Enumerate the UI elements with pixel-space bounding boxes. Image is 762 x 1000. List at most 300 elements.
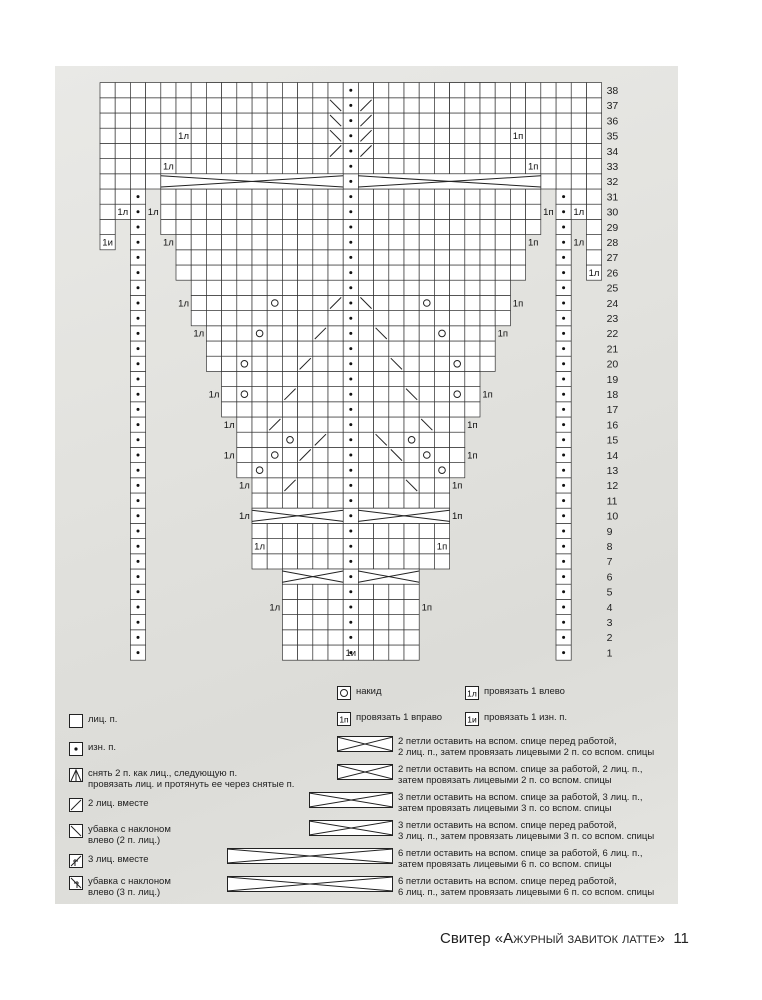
grid-cell <box>374 584 389 599</box>
grid-cell <box>389 113 404 128</box>
grid-cell <box>298 493 313 508</box>
grid-cell <box>404 113 419 128</box>
purl-dot <box>137 256 140 259</box>
grid-cell <box>465 371 480 386</box>
grid-cell <box>389 280 404 295</box>
purl-dot <box>349 210 352 213</box>
row-number: 19 <box>606 373 619 386</box>
grid-cell <box>571 143 586 158</box>
grid-cell <box>450 250 465 265</box>
grid-cell <box>100 143 115 158</box>
grid-cell <box>222 189 237 204</box>
grid-cell <box>237 463 252 478</box>
cell-mark-text: 1л <box>588 267 600 279</box>
row-number: 17 <box>606 404 619 417</box>
grid-cell <box>389 432 404 447</box>
grid-cell <box>267 219 282 234</box>
grid-cell <box>586 235 601 250</box>
grid-cell <box>130 174 145 189</box>
cell-mark-text: 1п <box>543 207 554 219</box>
grid-cell <box>237 128 252 143</box>
grid-cell <box>358 371 373 386</box>
grid-cell <box>267 402 282 417</box>
grid-cell <box>389 189 404 204</box>
grid-cell <box>100 189 115 204</box>
legend-cable-6-front-text: 6 петли оставить на вспом. спице перед работой, 6 лиц. п., затем провязать лицевыми 6 п. со вспом. спицы <box>398 876 655 898</box>
grid-cell <box>434 280 449 295</box>
grid-cell <box>450 295 465 310</box>
grid-cell <box>556 159 571 174</box>
grid-cell <box>358 432 373 447</box>
grid-cell <box>374 645 389 660</box>
grid-cell <box>389 159 404 174</box>
grid-cell <box>374 493 389 508</box>
purl-dot <box>562 378 565 381</box>
grid-cell <box>480 83 495 98</box>
grid-cell <box>222 143 237 158</box>
grid-cell <box>434 432 449 447</box>
grid-cell <box>419 265 434 280</box>
purl-dot <box>349 499 352 502</box>
grid-cell <box>191 189 206 204</box>
purl-dot <box>137 302 140 305</box>
grid-cell <box>450 143 465 158</box>
grid-cell <box>541 174 556 189</box>
grid-cell <box>404 402 419 417</box>
grid-cell <box>313 189 328 204</box>
grid-cell <box>389 478 404 493</box>
grid-cell <box>252 295 267 310</box>
legend-lift-left-text: провязать 1 влево <box>484 686 565 697</box>
grid-cell <box>282 341 297 356</box>
grid-cell <box>434 265 449 280</box>
grid-cell <box>495 98 510 113</box>
grid-cell <box>100 113 115 128</box>
grid-cell <box>434 463 449 478</box>
grid-cell <box>267 478 282 493</box>
grid-cell <box>374 280 389 295</box>
purl-dot <box>349 226 352 229</box>
grid-cell <box>571 189 586 204</box>
grid-cell <box>358 493 373 508</box>
grid-cell <box>328 219 343 234</box>
grid-cell <box>465 280 480 295</box>
purl-dot <box>349 621 352 624</box>
grid-cell <box>419 280 434 295</box>
grid-cell <box>237 113 252 128</box>
grid-cell <box>419 478 434 493</box>
legend-k3tog-text: 3 лиц. вместе <box>88 854 149 865</box>
grid-cell <box>267 83 282 98</box>
grid-cell <box>358 311 373 326</box>
legend-cable-3-front <box>309 820 654 842</box>
grid-cell <box>450 113 465 128</box>
grid-cell <box>404 265 419 280</box>
grid-cell <box>586 219 601 234</box>
grid-cell <box>495 265 510 280</box>
purl-dot <box>562 575 565 578</box>
grid-cell <box>571 98 586 113</box>
purl-dot <box>562 454 565 457</box>
legend-cable-3-front-text: 3 петли оставить на вспом. спице перед работой, 3 лиц. п., затем провязать лицевыми 3 п. со вспом. спицы <box>398 820 655 842</box>
row-number: 14 <box>606 449 619 462</box>
grid-cell <box>100 174 115 189</box>
grid-cell <box>358 83 373 98</box>
grid-cell <box>222 159 237 174</box>
purl-dot <box>562 302 565 305</box>
grid-cell <box>328 463 343 478</box>
grid-cell <box>161 128 176 143</box>
grid-cell <box>374 371 389 386</box>
grid-cell <box>374 98 389 113</box>
grid-cell <box>419 371 434 386</box>
grid-cell <box>480 98 495 113</box>
grid-cell <box>358 599 373 614</box>
grid-cell <box>252 387 267 402</box>
grid-cell <box>404 295 419 310</box>
grid-cell <box>358 554 373 569</box>
sk2p-symbol-icon <box>69 768 83 782</box>
grid-cell <box>404 523 419 538</box>
grid-cell <box>404 447 419 462</box>
grid-cell <box>465 189 480 204</box>
cable-2-back-icon <box>337 764 393 780</box>
grid-cell <box>419 402 434 417</box>
grid-cell <box>161 143 176 158</box>
grid-cell <box>480 250 495 265</box>
purl-dot <box>349 454 352 457</box>
cell-mark-text: 1л <box>238 480 250 492</box>
grid-cell <box>419 341 434 356</box>
grid-cell <box>374 539 389 554</box>
grid-cell <box>252 128 267 143</box>
grid-cell <box>434 143 449 158</box>
grid-cell <box>191 143 206 158</box>
purl-dot <box>349 423 352 426</box>
grid-cell <box>161 204 176 219</box>
grid-cell <box>130 128 145 143</box>
grid-cell <box>434 311 449 326</box>
grid-cell <box>404 341 419 356</box>
grid-cell <box>130 113 145 128</box>
grid-cell <box>237 295 252 310</box>
cell-mark-text: 1п <box>497 328 509 340</box>
grid-cell <box>313 235 328 250</box>
grid-cell <box>328 387 343 402</box>
grid-cell <box>206 204 221 219</box>
grid-cell <box>495 295 510 310</box>
grid-cell <box>328 615 343 630</box>
grid-cell <box>206 311 221 326</box>
grid-cell <box>298 478 313 493</box>
grid-cell <box>282 402 297 417</box>
cable-2-front-icon <box>337 736 393 752</box>
grid-cell <box>313 204 328 219</box>
purl-dot <box>562 347 565 350</box>
grid-cell <box>374 630 389 645</box>
grid-cell <box>434 387 449 402</box>
grid-cell <box>237 204 252 219</box>
grid-cell <box>495 311 510 326</box>
grid-cell <box>434 204 449 219</box>
grid-cell <box>191 204 206 219</box>
grid-cell <box>358 326 373 341</box>
grid-cell <box>282 250 297 265</box>
purl-dot <box>137 210 140 213</box>
page-footer <box>440 930 689 947</box>
cell-mark-text: 1п <box>482 389 493 401</box>
legend-sk2p <box>69 768 294 790</box>
purl-dot <box>349 408 352 411</box>
grid-cell <box>328 523 343 538</box>
grid-cell <box>313 219 328 234</box>
cell-mark-text: 1и <box>345 647 357 659</box>
grid-cell <box>252 402 267 417</box>
grid-cell <box>282 463 297 478</box>
legend-knit-text: лиц. п. <box>88 714 118 725</box>
grid-cell <box>419 204 434 219</box>
grid-cell <box>282 432 297 447</box>
grid-cell <box>252 356 267 371</box>
cell-mark-text: 1п <box>527 161 539 173</box>
grid-cell <box>465 402 480 417</box>
grid-cell <box>206 219 221 234</box>
grid-cell <box>389 539 404 554</box>
purl-dot <box>562 408 565 411</box>
grid-cell <box>237 432 252 447</box>
grid-cell <box>465 295 480 310</box>
grid-cell <box>282 326 297 341</box>
grid-cell <box>222 250 237 265</box>
row-number: 32 <box>606 176 619 189</box>
purl-dot <box>349 150 352 153</box>
grid-cell <box>404 83 419 98</box>
grid-cell <box>313 341 328 356</box>
grid-cell <box>222 83 237 98</box>
grid-cell <box>419 143 434 158</box>
grid-cell <box>404 128 419 143</box>
grid-cell <box>328 554 343 569</box>
grid-cell <box>358 417 373 432</box>
purl-dot <box>562 590 565 593</box>
grid-cell <box>328 235 343 250</box>
grid-cell <box>541 128 556 143</box>
grid-cell <box>358 159 373 174</box>
legend-yo <box>337 686 382 700</box>
grid-cell <box>419 219 434 234</box>
grid-cell <box>237 265 252 280</box>
grid-cell <box>404 554 419 569</box>
row-number: 16 <box>606 419 619 432</box>
grid-cell <box>510 250 525 265</box>
grid-cell <box>450 326 465 341</box>
grid-cell <box>115 128 130 143</box>
purl-dot <box>562 210 565 213</box>
grid-cell <box>510 265 525 280</box>
grid-cell <box>267 341 282 356</box>
grid-cell <box>450 463 465 478</box>
legend-purl-text: изн. п. <box>88 742 116 753</box>
grid-cell <box>586 128 601 143</box>
ssk-symbol-icon <box>69 824 83 838</box>
grid-cell <box>434 189 449 204</box>
grid-cell <box>313 539 328 554</box>
grid-cell <box>556 174 571 189</box>
grid-cell <box>100 204 115 219</box>
grid-cell <box>313 493 328 508</box>
grid-cell <box>176 143 191 158</box>
grid-cell <box>237 417 252 432</box>
grid-cell <box>267 539 282 554</box>
grid-cell <box>282 113 297 128</box>
grid-cell <box>313 371 328 386</box>
purl-dot <box>137 469 140 472</box>
grid-cell <box>389 219 404 234</box>
grid-cell <box>541 143 556 158</box>
grid-cell <box>419 447 434 462</box>
grid-cell <box>313 630 328 645</box>
grid-cell <box>374 599 389 614</box>
legend-cable-6-back-text: 6 петли оставить на вспом. спице за работой, 6 лиц. п., затем провязать лицевыми 6 п. со вспом. спицы <box>398 848 643 870</box>
row-number: 23 <box>606 313 619 325</box>
grid-cell <box>130 98 145 113</box>
grid-cell <box>252 478 267 493</box>
grid-cell <box>252 432 267 447</box>
grid-cell <box>450 311 465 326</box>
grid-cell <box>146 83 161 98</box>
legend-lift-right <box>337 712 442 726</box>
grid-cell <box>176 250 191 265</box>
grid-cell <box>115 113 130 128</box>
grid-cell <box>556 83 571 98</box>
purl-dot <box>349 545 352 548</box>
grid-cell <box>450 432 465 447</box>
grid-cell <box>434 295 449 310</box>
grid-cell <box>328 280 343 295</box>
grid-cell <box>374 417 389 432</box>
grid-cell <box>298 189 313 204</box>
grid-cell <box>206 326 221 341</box>
purl-dot <box>137 317 140 320</box>
legend-lift-purl-text: провязать 1 изн. п. <box>484 712 568 723</box>
purl-dot <box>562 256 565 259</box>
purl-dot <box>349 165 352 168</box>
grid-cell <box>510 98 525 113</box>
grid-cell <box>282 584 297 599</box>
grid-cell <box>298 523 313 538</box>
grid-cell <box>298 204 313 219</box>
grid-cell <box>495 159 510 174</box>
legend-lift-purl <box>465 712 567 726</box>
grid-cell <box>434 523 449 538</box>
legend-cable-6-front <box>227 876 654 898</box>
grid-cell <box>358 478 373 493</box>
grid-cell <box>298 295 313 310</box>
row-number: 27 <box>606 252 619 265</box>
purl-dot <box>349 575 352 578</box>
grid-cell <box>252 523 267 538</box>
grid-cell <box>510 189 525 204</box>
grid-cell <box>267 128 282 143</box>
purl-dot <box>562 560 565 563</box>
grid-cell <box>222 387 237 402</box>
purl-dot <box>562 484 565 487</box>
grid-cell <box>100 83 115 98</box>
purl-dot <box>137 545 140 548</box>
grid-cell <box>130 143 145 158</box>
grid-cell <box>465 159 480 174</box>
grid-cell <box>465 326 480 341</box>
grid-cell <box>358 219 373 234</box>
grid-cell <box>465 235 480 250</box>
grid-cell <box>404 615 419 630</box>
grid-cell <box>313 83 328 98</box>
lift-purl-icon-text: 1и <box>467 714 477 725</box>
grid-cell <box>313 159 328 174</box>
grid-cell <box>404 493 419 508</box>
grid-cell <box>298 311 313 326</box>
grid-cell <box>419 493 434 508</box>
grid-cell <box>282 554 297 569</box>
grid-cell <box>298 83 313 98</box>
grid-cell <box>267 113 282 128</box>
grid-cell <box>495 250 510 265</box>
cell-mark-text: 1п <box>436 541 448 553</box>
grid-cell <box>465 128 480 143</box>
grid-cell <box>480 326 495 341</box>
grid-cell <box>586 189 601 204</box>
grid-cell <box>267 387 282 402</box>
cable-3-front-icon <box>309 820 393 836</box>
purl-dot <box>562 545 565 548</box>
grid-cell <box>298 235 313 250</box>
grid-cell <box>328 159 343 174</box>
grid-cell <box>495 204 510 219</box>
grid-cell <box>176 235 191 250</box>
grid-cell <box>419 113 434 128</box>
legend-cable-2-back <box>337 764 642 786</box>
purl-dot <box>137 590 140 593</box>
purl-dot <box>562 226 565 229</box>
grid-cell <box>252 493 267 508</box>
cell-mark-text: 1л <box>254 541 266 553</box>
grid-cell <box>495 219 510 234</box>
grid-cell <box>389 311 404 326</box>
grid-cell <box>176 83 191 98</box>
grid-cell <box>267 447 282 462</box>
grid-cell <box>495 189 510 204</box>
purl-dot <box>349 286 352 289</box>
grid-cell <box>389 295 404 310</box>
grid-cell <box>541 98 556 113</box>
grid-cell <box>298 219 313 234</box>
grid-cell <box>282 265 297 280</box>
grid-cell <box>298 326 313 341</box>
page-number: 11 <box>673 930 689 947</box>
grid-cell <box>465 219 480 234</box>
grid-cell <box>282 371 297 386</box>
grid-cell <box>526 219 541 234</box>
grid-cell <box>222 98 237 113</box>
grid-cell <box>191 128 206 143</box>
grid-cell <box>298 645 313 660</box>
grid-cell <box>206 159 221 174</box>
grid-cell <box>328 630 343 645</box>
purl-dot <box>349 241 352 244</box>
purl-dot <box>349 378 352 381</box>
grid-cell <box>206 143 221 158</box>
grid-cell <box>358 265 373 280</box>
